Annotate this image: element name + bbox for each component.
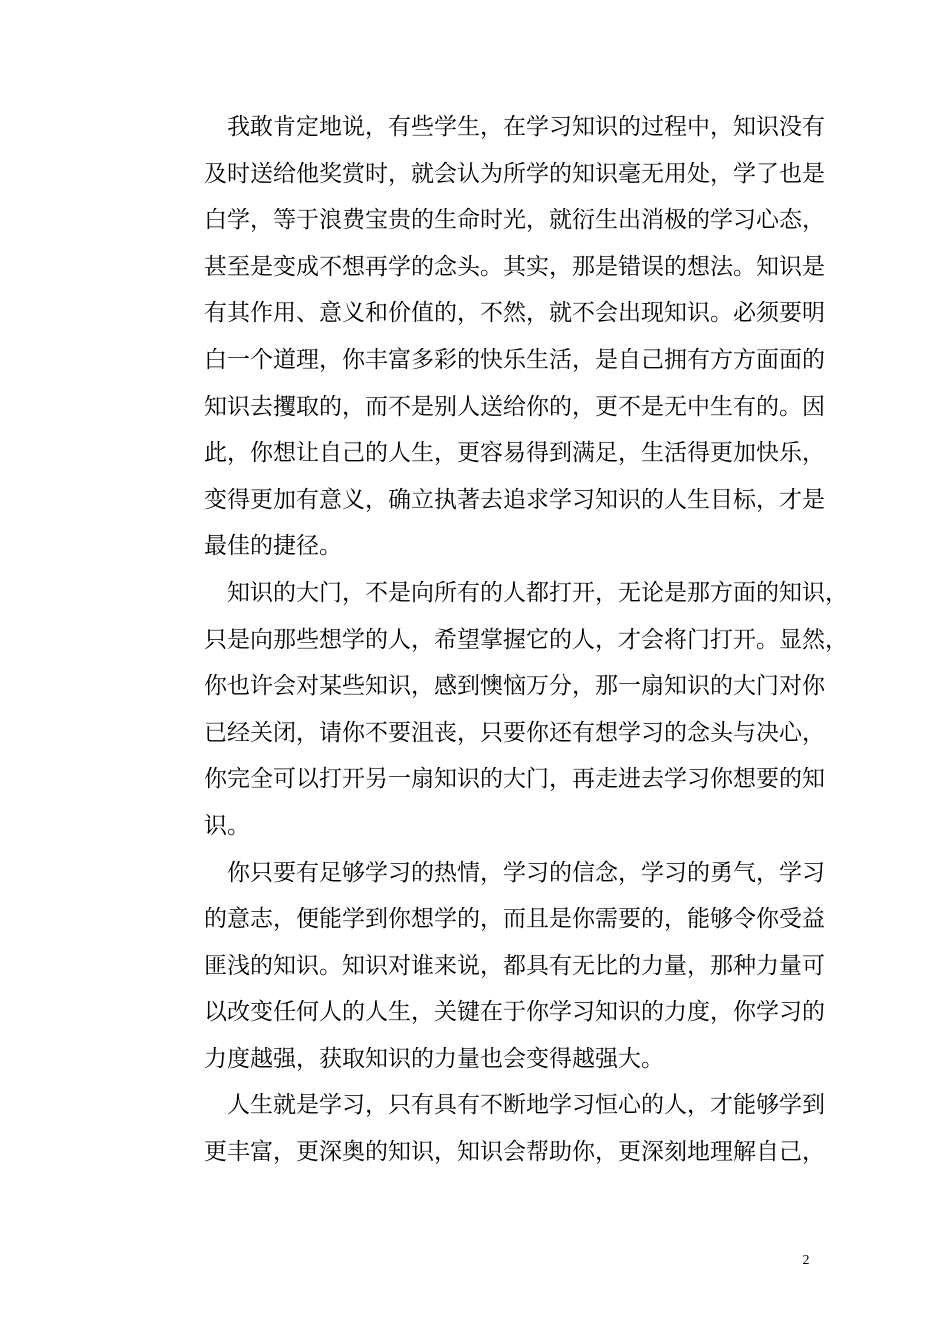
- text-line: 及时送给他奖赏时，就会认为所学的知识毫无用处，学了也是: [204, 160, 825, 187]
- body-text: [204, 104, 848, 1176]
- text-line: 你也许会对某些知识，感到懊恼万分，那一扇知识的大门对你: [204, 673, 825, 700]
- text-line: 力度越强，获取知识的力量也会变得越强大。: [204, 1045, 664, 1072]
- page-number: 2: [802, 1253, 810, 1268]
- text-line: 只是向那些想学的人，希望掌握它的人，才会将门打开。显然，: [204, 626, 848, 653]
- text-line: 白一个道理，你丰富多彩的快乐生活，是自己拥有方方面面的: [204, 346, 825, 373]
- text-line: 知识的大门，不是向所有的人都打开，无论是那方面的知识，: [227, 579, 848, 606]
- text-line: 的意志，便能学到你想学的，而且是你需要的，能够令你受益: [204, 906, 825, 933]
- text-line: 匪浅的知识。知识对谁来说，都具有无比的力量，那种力量可: [204, 952, 825, 979]
- text-line: 最佳的捷径。: [204, 533, 342, 560]
- text-line: 你完全可以打开另一扇知识的大门，再走进去学习你想要的知: [204, 766, 825, 793]
- text-line: 你只要有足够学习的热情，学习的信念，学习的勇气，学习: [227, 859, 825, 886]
- text-line: 已经关闭，请你不要沮丧，只要你还有想学习的念头与决心，: [204, 719, 825, 746]
- text-line: 有其作用、意义和价值的，不然，就不会出现知识。必须要明: [204, 300, 825, 327]
- text-line: 更丰富，更深奥的知识，知识会帮助你，更深刻地理解自己，: [204, 1139, 825, 1166]
- text-line: 知识去攫取的，而不是别人送给你的，更不是无中生有的。因: [204, 393, 825, 420]
- text-line: 甚至是变成不想再学的念头。其实，那是错误的想法。知识是: [204, 253, 825, 280]
- text-line: 识。: [204, 812, 250, 839]
- text-line: 变得更加有意义，确立执著去追求学习知识的人生目标，才是: [204, 486, 825, 513]
- text-line: 以改变任何人的人生，关键在于你学习知识的力度，你学习的: [204, 999, 825, 1026]
- text-line: 我敢肯定地说，有些学生，在学习知识的过程中，知识没有: [227, 114, 825, 140]
- text-line: 白学，等于浪费宝贵的生命时光，就衍生出消极的学习心态，: [204, 207, 825, 234]
- text-line: 人生就是学习，只有具有不断地学习恒心的人，才能够学到: [227, 1092, 825, 1119]
- text-line: 此，你想让自己的人生，更容易得到满足，生活得更加快乐，: [204, 440, 825, 467]
